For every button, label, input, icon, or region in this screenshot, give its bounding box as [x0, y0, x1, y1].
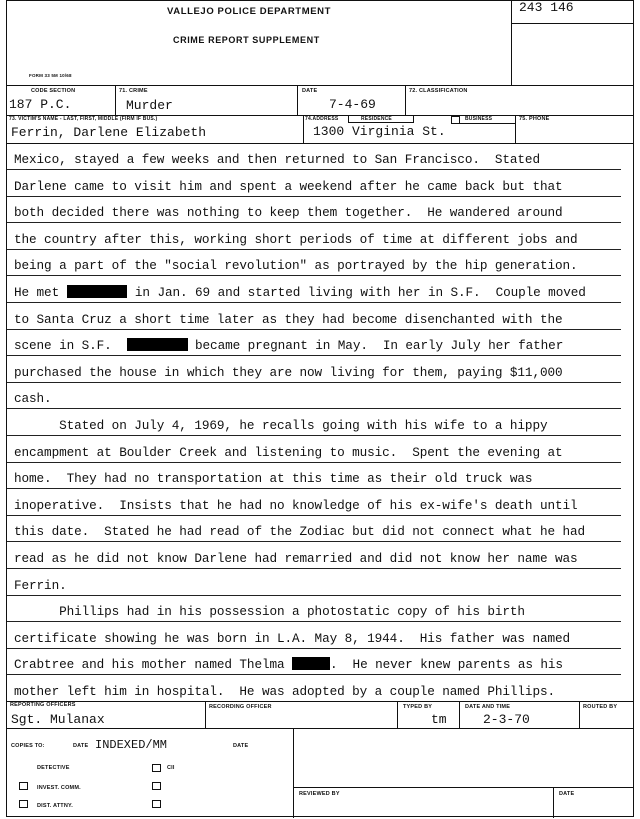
narrative-text	[14, 418, 547, 433]
date-time-label: DATE AND TIME	[465, 704, 511, 710]
redaction-bar	[292, 657, 330, 670]
narrative-segment: certificate showing he was born in L.A. May 8, 1944. His father was named	[14, 630, 571, 646]
reviewed-date-divider	[553, 787, 554, 818]
narrative-segment: encampment at Boulder Creek and listening to music. Spent the evening at	[14, 444, 563, 460]
report-number-box-line	[511, 23, 633, 24]
narrative-segment: being a part of the "social revolution" as portrayed by the hip generation.	[14, 258, 578, 274]
business-underline	[459, 123, 515, 124]
crime-value: Murder	[126, 98, 173, 113]
narrative-line	[7, 143, 621, 170]
date-class-divider	[405, 85, 406, 115]
dist-atty-label: DIST. ATTNY.	[37, 803, 74, 809]
address-label: 74.ADDRESS	[305, 116, 339, 122]
crime-report-form	[6, 0, 634, 817]
report-number-divider	[511, 1, 512, 85]
narrative-segment: He met	[14, 285, 67, 300]
narrative-line	[7, 462, 621, 489]
reporting-officers-label: REPORTING OFFICERS	[10, 702, 76, 708]
header-rule	[7, 85, 633, 86]
blank-checkbox-2[interactable]	[152, 800, 161, 808]
redaction-bar	[67, 285, 128, 298]
narrative-line	[7, 515, 621, 542]
narrative-text	[14, 657, 563, 672]
narrative-line	[7, 569, 621, 596]
business-label: BUSINESS	[465, 116, 493, 122]
narrative-text	[14, 258, 578, 273]
narrative-text	[14, 471, 532, 486]
address-phone-divider	[515, 115, 516, 143]
narrative-text	[14, 391, 52, 406]
narrative-segment: both decided there was nothing to keep them together. He wandered around	[14, 205, 563, 221]
recording-typed-divider	[397, 701, 398, 728]
narrative-line	[7, 249, 621, 276]
crime-label: 71. CRIME	[119, 88, 148, 94]
typed-by-value: tm	[431, 712, 447, 727]
narrative-text	[14, 205, 563, 220]
blank-checkbox-1[interactable]	[152, 782, 161, 790]
narrative-line	[7, 170, 621, 197]
narrative-line	[7, 223, 621, 250]
narrative-line	[7, 542, 621, 569]
narrative-text	[14, 179, 563, 194]
crime-date-divider	[297, 85, 298, 115]
narrative-line	[7, 409, 621, 436]
narrative-segment: in Jan. 69 and started living with her in S.F. Couple moved	[127, 285, 586, 300]
address-value: 1300 Virginia St.	[313, 124, 446, 139]
narrative-text	[14, 631, 570, 646]
narrative-segment: inoperative. Insists that he had no knowledge of his ex-wife's death until	[14, 497, 578, 513]
narrative-segment: cash.	[14, 391, 52, 407]
report-title: CRIME REPORT SUPPLEMENT	[173, 35, 320, 45]
detective-label: DETECTIVE	[37, 765, 70, 771]
narrative-segment: read as he did not know Darlene had remarried and did not know her name was	[14, 551, 578, 566]
victim-name-value: Ferrin, Darlene Elizabeth	[11, 125, 207, 140]
narrative-segment: Stated on July 4, 1969, he recalls going with his wife to a hippy	[14, 418, 548, 433]
narrative-line	[7, 356, 621, 383]
narrative-line	[7, 196, 621, 223]
narrative-line	[7, 276, 621, 303]
reviewed-top-rule	[293, 787, 633, 788]
narrative-text	[14, 338, 563, 353]
redaction-bar	[127, 338, 188, 351]
narrative-segment: scene in S.F.	[14, 338, 127, 354]
narrative-line	[7, 436, 621, 463]
residence-label: RESIDENCE	[361, 116, 392, 122]
narrative-line	[7, 489, 621, 516]
narrative-segment: Phillips had in his possession a photostatic copy of his birth	[14, 604, 525, 620]
narrative-line	[7, 382, 621, 409]
indexed-stamp: INDEXED/MM	[95, 738, 168, 752]
narrative-text	[14, 578, 67, 593]
narrative-line	[7, 329, 621, 356]
ci-label: CII	[167, 765, 175, 771]
phone-label: 75. PHONE	[519, 116, 550, 122]
dist-atty-checkbox[interactable]	[19, 800, 28, 808]
review-date-label: DATE	[559, 791, 575, 797]
narrative-segment: this date. Stated he had read of the Zodiac but did not connect what he had	[14, 524, 586, 540]
residence-box	[348, 115, 414, 123]
narrative-line	[7, 303, 621, 330]
narrative-segment: became pregnant in May. In early July her father	[187, 338, 564, 354]
copies-to-label: COPIES TO:	[11, 743, 45, 749]
footer-mid-rule	[7, 728, 633, 729]
narrative-segment: Ferrin.	[14, 577, 67, 593]
date-label-2: DATE	[233, 743, 249, 749]
narrative-text	[14, 551, 578, 566]
narrative-segment: Mexico, stayed a few weeks and then returned to San Francisco. Stated	[14, 152, 540, 167]
date-time-value: 2-3-70	[483, 712, 530, 727]
narrative-text	[14, 684, 555, 699]
classification-label: 72. CLASSIFICATION	[409, 88, 468, 94]
date-value: 7-4-69	[329, 97, 376, 112]
narrative-text	[14, 365, 563, 380]
code-section-value: 187 P.C.	[9, 97, 72, 112]
narrative-text	[14, 445, 563, 460]
victim-address-divider	[303, 115, 304, 143]
narrative-text	[14, 152, 540, 167]
footer-top-rule	[7, 701, 633, 702]
narrative-text	[14, 232, 578, 247]
copies-date-label: DATE	[73, 743, 89, 749]
narrative-segment: purchased the house in which they are now living for them, paying $11,000	[14, 364, 563, 380]
narrative-text	[14, 524, 585, 539]
recording-officer-label: RECORDING OFFICER	[209, 704, 272, 710]
routed-by-label: ROUTED BY	[583, 704, 618, 710]
code-section-label: CODE SECTION	[31, 88, 76, 94]
narrative-text	[14, 604, 525, 619]
narrative-segment: Darlene came to visit him and spent a weekend after he came back but that	[14, 178, 563, 194]
narrative-text	[14, 498, 578, 513]
date-label: DATE	[302, 88, 318, 94]
code-crime-divider	[115, 85, 116, 115]
narrative-segment: the country after this, working short periods of time at different jobs and	[14, 231, 578, 247]
date-routed-divider	[579, 701, 580, 728]
department-name: VALLEJO POLICE DEPARTMENT	[167, 6, 332, 17]
narrative-line	[7, 595, 621, 622]
reporting-recording-divider	[205, 701, 206, 728]
reviewed-by-label: REVIEWED BY	[299, 791, 340, 797]
narrative-text	[14, 312, 563, 327]
narrative-line	[7, 648, 621, 675]
reporting-officer-value: Sgt. Mulanax	[11, 712, 105, 727]
victim-name-label: 73. VICTIM'S NAME - LAST, FIRST, MIDDLE (FIRM IF BUS.)	[9, 116, 158, 122]
invest-comm-label: INVEST. COMM.	[37, 785, 81, 791]
invest-comm-checkbox[interactable]	[19, 782, 28, 790]
narrative-text	[14, 285, 586, 300]
narrative-segment: home. They had no transportation at this time as their old truck was	[14, 471, 533, 487]
narrative-segment: Crabtree and his mother named Thelma	[14, 657, 293, 673]
copies-reviewed-divider	[293, 728, 294, 818]
report-number: 243 146	[519, 0, 574, 15]
form-number: FORM 33 5M 10/68	[29, 73, 72, 78]
typed-date-divider	[459, 701, 460, 728]
ci-checkbox[interactable]	[152, 764, 161, 772]
narrative-segment: mother left him in hospital. He was adopted by a couple named Phillips.	[14, 684, 555, 699]
narrative-segment: . He never knew parents as his	[330, 657, 563, 673]
narrative-segment: to Santa Cruz a short time later as they had become disenchanted with the	[14, 311, 563, 327]
narrative-line	[7, 675, 621, 702]
typed-by-label: TYPED BY	[403, 704, 433, 710]
narrative-body	[7, 143, 633, 701]
narrative-line	[7, 622, 621, 649]
